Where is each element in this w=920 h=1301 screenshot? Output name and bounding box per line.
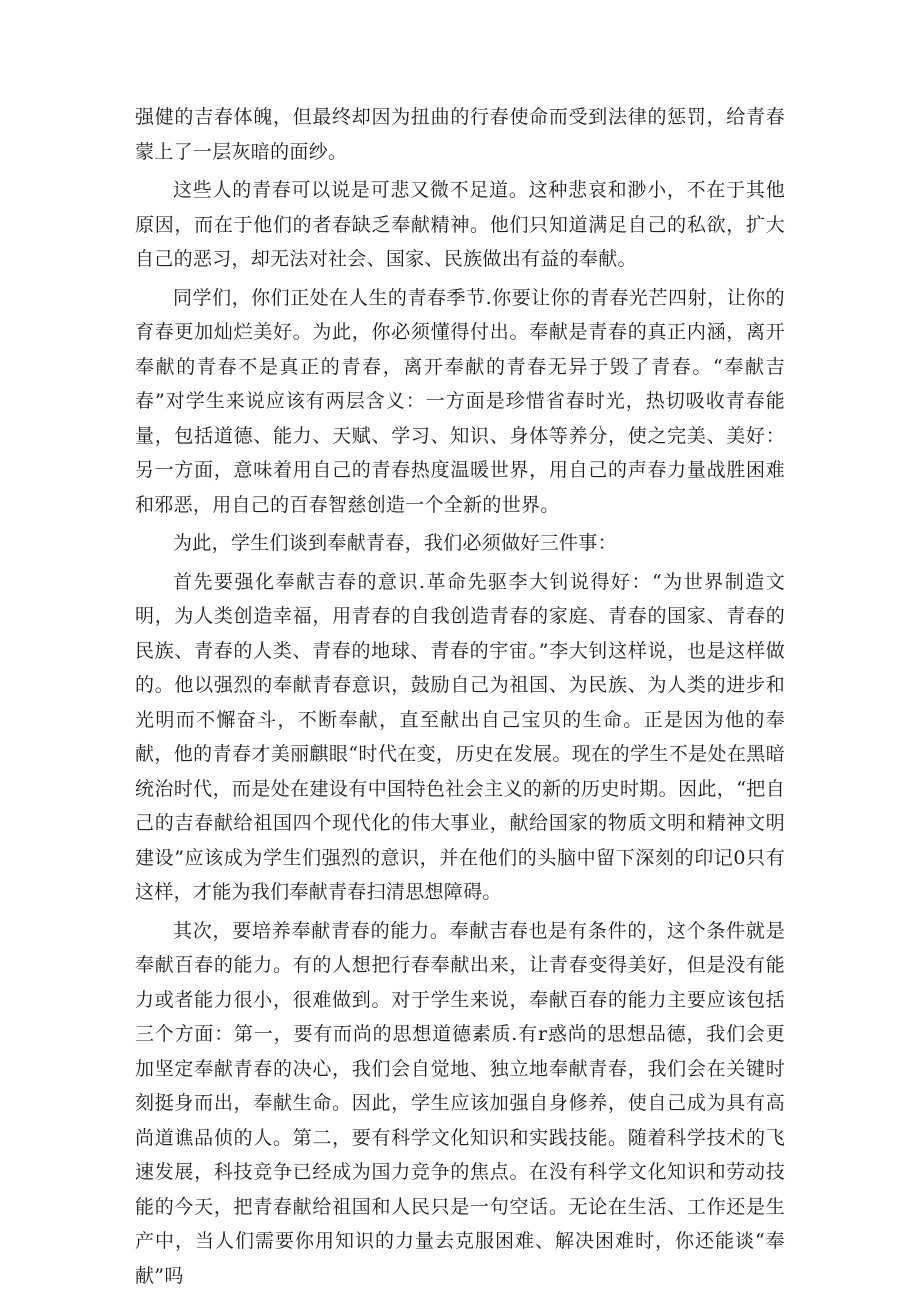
document-body	[135, 100, 785, 1297]
paragraph-4: 为此，学生们谈到奉献青春，我们必须做好三件事：	[173, 532, 617, 554]
paragraph-5: 首先要强化奉献吉春的意识.革命先驱李大钊说得好：“为世界制造文明，为人类创造幸福，用青春的自我创造青春的家庭、青春的国家、青春的民族、青春的人类、青春的地球、青春的宇宙。”李大钊这样说，也是这样做的。他以强烈的奉献青春意识，鼓励自己为祖国、为民族、为人类的进步和光明而不懈奋斗，不断奉献，直至献出自己宝贝的生命。正是因为他的奉献，他的青春才美丽麒眼“时代在变，历史在发展。现在的学生不是处在黑暗统治时代，而是处在建设有中国特色社会主义的新的历史时期。因此，“把自己的吉春献给祖国四个现代化的伟大事业，献给国家的物质文明和精神文明建设”应该成为学生们强烈的意识，并在他们的头脑中留下深刻的印记0只有这样，才能为我们奉献青春扫清思想障碍。	[135, 570, 785, 903]
paragraph-1: 强健的吉春体魄，但最终却因为扭曲的行春使命而受到法律的惩罚，给青春蒙上了一层灰暗的面纱。	[135, 106, 785, 163]
paragraph-6: 其次，要培养奉献青春的能力。奉献吉春也是有条件的，这个条件就是奉献百春的能力。有的人想把行春奉献出来，让青春变得美好，但是没有能力或者能力很小，很难做到。对于学生来说，奉献百春的能力主要应该包括三个方面：第一，要有而尚的思想道德素质.有r惑尚的思想品德，我们会更加坚定奉献青春的决心，我们会自觉地、独立地奉献青春，我们会在关键时刻挺身而出，奉献生命。因此，学生应该加强自身修养，使自己成为具有高尚道谯品侦的人。第二，要有科学文化知识和实践技能。随着科学技术的飞速发展，科技竞争已经成为国力竞争的焦点。在没有科学文化知识和劳动技能的今天，把青春献给祖国和人民只是一句空话。无论在生活、工作还是生产中，当人们需要你用知识的力量去克服困难、解决困难时，你还能谈“奉献”吗	[135, 919, 785, 1287]
paragraph-2: 这些人的青春可以说是可悲又微不足道。这种悲哀和渺小，不在于其他原因，而在于他们的者春缺乏奉献精神。他们只知道满足自己的私欲，扩大自己的恶习，却无法对社会、国家、民族做出有益的奉献。	[135, 179, 785, 270]
paragraph-3: 同学们，你们正处在人生的青春季节.你要让你的青春光芒四射，让你的育春更加灿烂美好。为此，你必须懂得付出。奉献是青春的真正内涵，离开奉献的青春不是真正的青春，离开奉献的青春无异于毁了青春。“奉献吉春”对学生来说应该有两层含义：一方面是珍惜省春时光，热切吸收青春能量，包括道德、能力、天赋、学习、知识、身体等养分，使之完美、美好：另一方面，意味着用自己的青春热度温暖世界，用自己的声春力量战胜困难和邪恶，用自己的百春智慈创造一个全新的世界。	[135, 286, 785, 516]
